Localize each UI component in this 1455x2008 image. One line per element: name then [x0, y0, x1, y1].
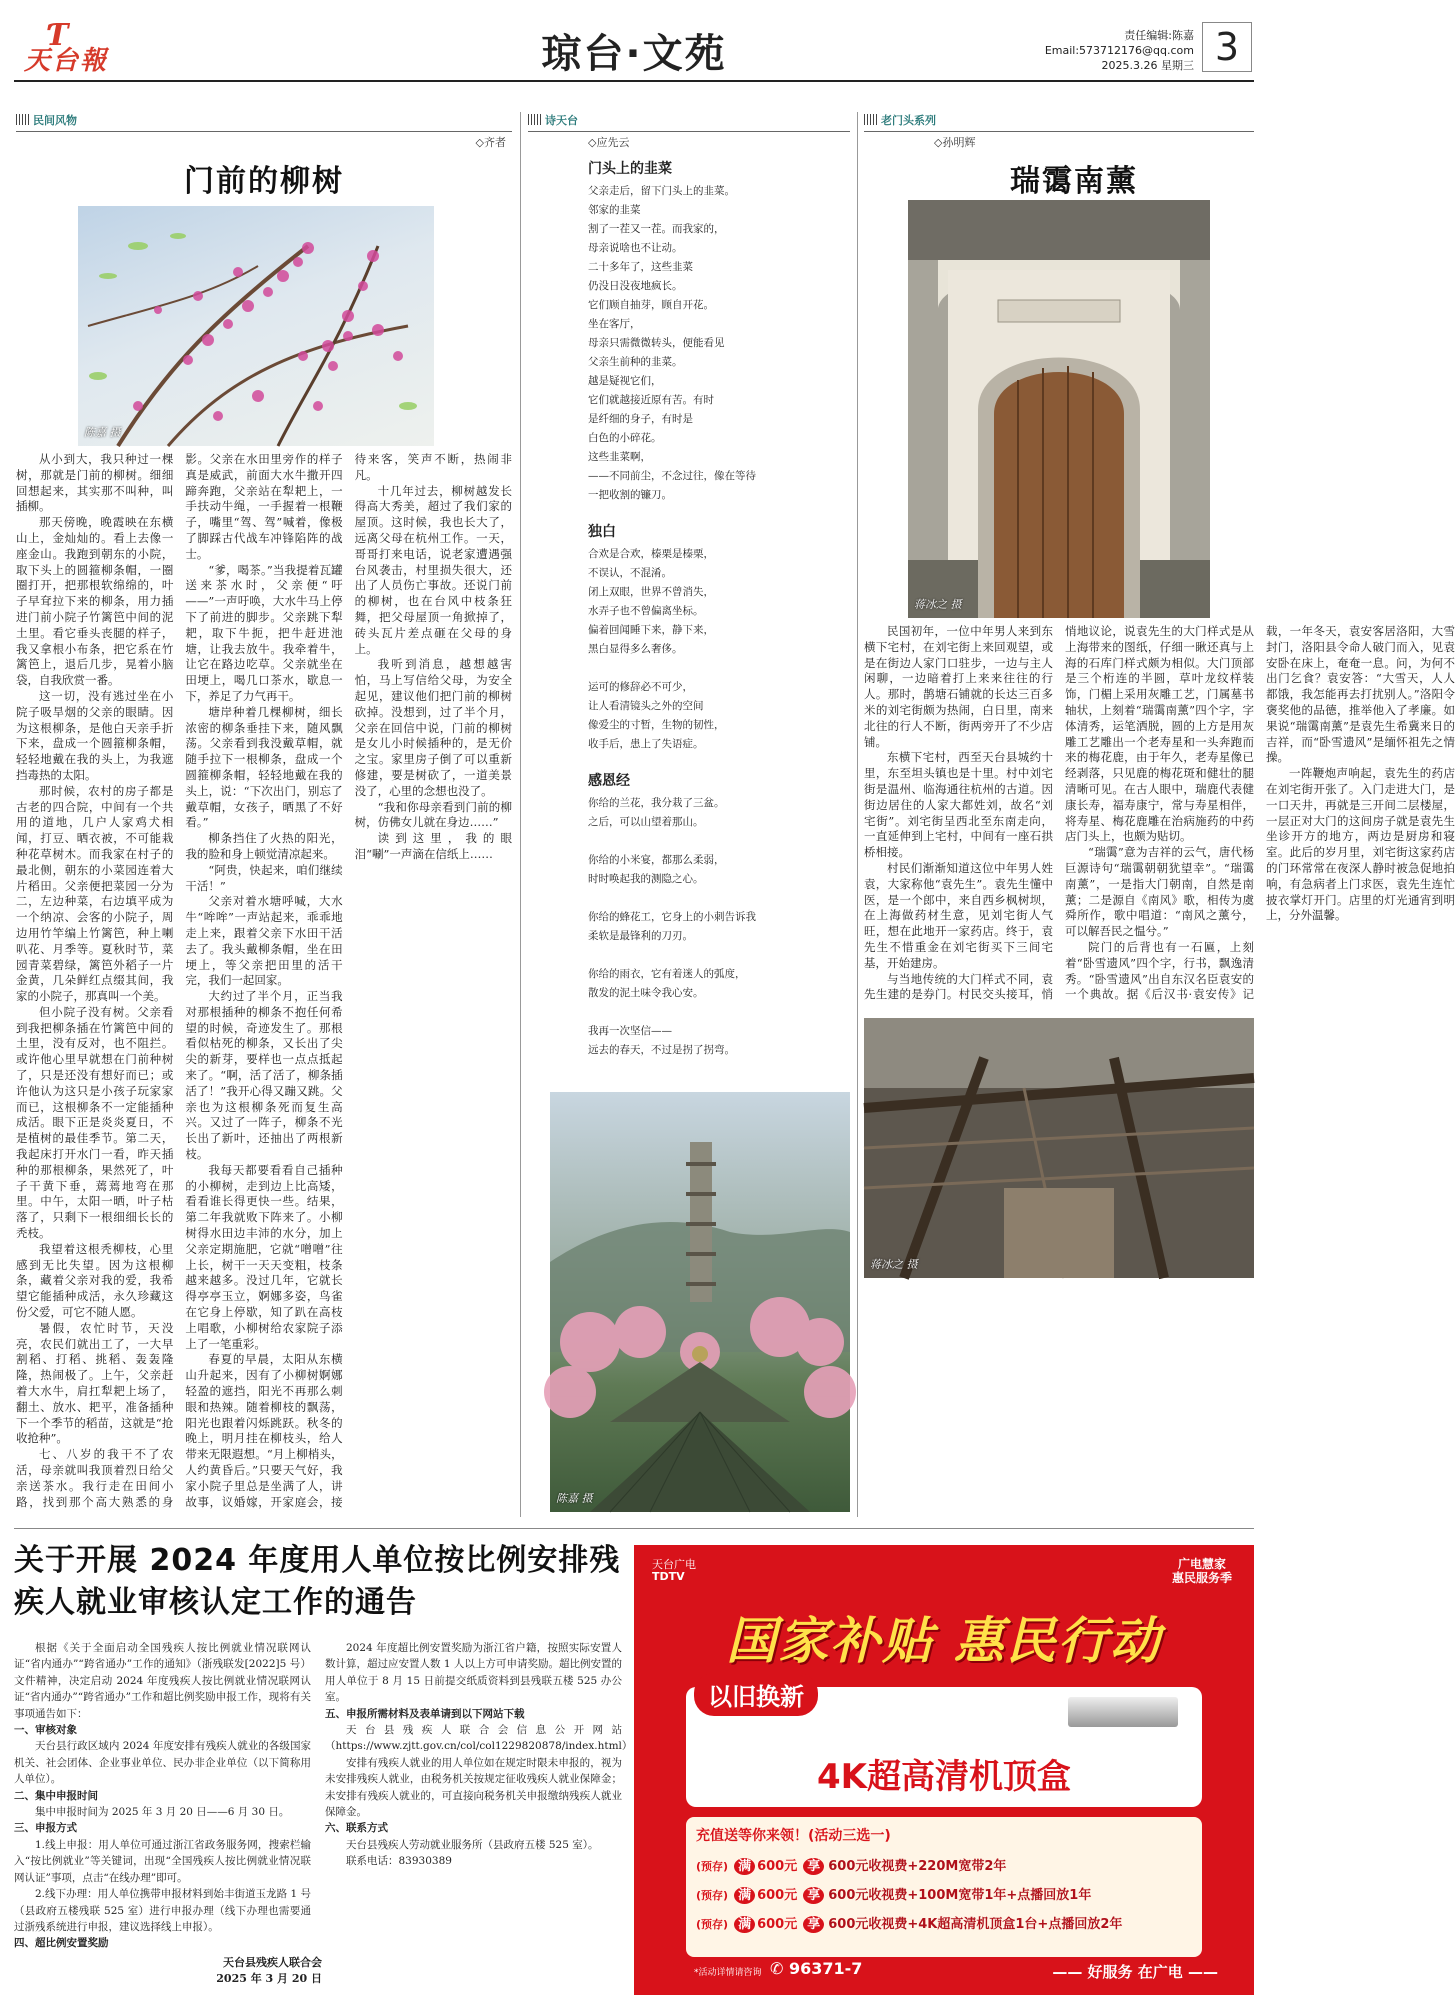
arched-doorway-icon [908, 200, 1210, 618]
poems [588, 156, 846, 1056]
poem-line: 你给的雨衣，它有着迷人的弧度， [588, 968, 746, 980]
ad-badge: 以旧换新 [694, 1673, 818, 1716]
ad-offer-row: (预存) 满 600元 享 600元收视费+100M宽带1年+点播回放1年 [696, 1888, 1092, 1903]
editor-name: 责任编辑:陈嘉 [1124, 29, 1194, 42]
poem-line: 二十多年了，这些韭菜 [588, 261, 693, 273]
notice-body [14, 1640, 633, 1970]
poem-line: 邻家的韭菜 [588, 204, 641, 216]
section-tag: 民间风物 [16, 112, 512, 132]
paragraph: 与当地传统的大门样式不同，袁先生建的是券门。村民交头接耳，悄悄地议论，说袁先生的大门样式是从上海带来的图纸，仔细一瞅还真与上海的石库门样式颇为相似。大门顶部是三个桁连的半圆，草叶龙纹样装饰，门楣上采用灰雕工艺，门属墓书轴状，上刻着“瑞霭南薰”四个字，字体清秀，运笔洒脱，圆的上方是用灰雕工艺雕出一个老寿星和一头奔跑而来的梅花鹿，由于年久，老寿星像已经剥落，只见鹿的梅花斑和健壮的腿清晰可见。在古人眼中，瑞鹿代表健康长寿，福寿康宁，常与寿星相伴，将寿星、梅花鹿雕在治病施药的中药店门头上，也颇为贴切。 [864, 624, 1254, 1002]
ad-brand: 天台广电 TDTV [652, 1558, 696, 1583]
ad-offer-list [696, 1855, 1192, 1932]
editor-info [1045, 28, 1194, 73]
article-title: 门前的柳树 [184, 164, 344, 199]
poem-line [588, 659, 846, 678]
notice-heading: 五、申报所需材料及表单请到以下网站下载 [325, 1707, 525, 1720]
page-number: 3 [1202, 22, 1252, 72]
page-title: 琼台·文苑 [541, 31, 727, 77]
logo-text: 天台報 [24, 46, 109, 76]
ad-footer: —— 好服务 在广电 —— [1052, 1963, 1218, 1981]
paragraph: 春夏的早晨，太阳从东横山升起来，因有了小柳树婀娜轻盈的遮挡，阳光不再那么刺眼和热辣。随着柳枝的飘荡，阳光也跟着闪烁跳跃。秋冬的晚上，明月挂在柳枝头，给人带来无限遐想。“月上柳梢头，人约黄昏后。”只要天气好，我家小院子里总是坐满了人，讲故事，议婚嫁，开家庭会，接待来客，笑声不断，热闹非凡。 [185, 452, 512, 1509]
notice-paragraph: 根据《关于全面启动全国残疾人按比例就业情况联网认证“省内通办”“跨省通办”工作的通知》（浙残联发[2022]5 号）文件精神，决定启动 2024 年度残疾人按比例就业情况联网认证“省内通办”“跨省通办”工作和超比例奖励申报工作，现将有关事项通告如下： [14, 1642, 311, 1720]
tdtv-advertisement [634, 1545, 1254, 1995]
ad-offer-row: (预存) 满 600元 享 600元收视费+4K超高清机顶盒1台+点播回放2年 [696, 1917, 1123, 1932]
notice-paragraph: 2024 年度超比例安置奖励为浙江省户籍，按照实际安置人数计算，超过应安置人数 1 人以上方可申请奖励。超比例安置的用人单位于 8 月 15 日前提交纸质资料到县残联五楼 525 办公室。 [325, 1642, 622, 1704]
poem-line [588, 1003, 846, 1022]
section-bars-icon [16, 114, 30, 125]
set-top-box-icon [1068, 1697, 1178, 1727]
paragraph: “我和你母亲看到门前的柳树，仿佛女儿就在身边……” [354, 799, 512, 830]
section-bars-icon [864, 114, 878, 125]
poem-line: 一把收割的镰刀。 [588, 489, 672, 501]
poem-line: 黑白显得多么奢侈。 [588, 643, 683, 655]
poem-line: 父亲走后，留下门头上的韭菜。 [588, 185, 735, 197]
photo-caption: 陈嘉 摄 [84, 426, 121, 439]
paragraph: 民国初年，一位中年男人来到东横下宅村，在刘宅街上来回观望，或是在街边人家门口驻步，一边与主人闲聊，一边暗着打上来来往往的行人。那时，鹊塘石铺就的长达三百多米的刘宅街颇为热闹，白日里，南来北往的行人不断，街两旁开了不少店铺。 [864, 624, 1053, 749]
poem-line: 是纤细的身子，有时是 [588, 413, 693, 425]
notice-signature [216, 1955, 322, 1987]
paragraph: 村民们渐渐知道这位中年男人姓袁，大家称他“袁先生”。袁先生懂中医，是一个郎中，来自西乡枫树坝，在上海做药材生意，见刘宅街人气旺，想在此地开一家药店。终于，袁先生不惜重金在刘宅街买下三间宅基，开始建房。 [864, 860, 1053, 970]
poem-author: ◇应先云 [588, 136, 630, 149]
notice-paragraph: 联系电话：83930389 [346, 1855, 452, 1868]
poem-line: 闭上双眼，世界不曾消失， [588, 586, 714, 598]
poem-line: 这些韭菜啊， [588, 451, 651, 463]
public-notice [14, 1540, 633, 1995]
notice-paragraph: 1.线上申报：用人单位可通过浙江省政务服务网，搜索栏输入“按比例就业”等关键词，出现“全国残疾人按比例就业情况联网认证”事项，点击“在线办理”即可。 [14, 1838, 311, 1884]
paragraph: 但小院子没有树。父亲看到我把柳条插在竹篱笆中间的土里，没有反对，也不阻拦。或许他心里早就想在门前种树了，只是还没有想好而已；或许他认为这只是小孩子玩家家而已，这根柳条不一定能插种成活。眼下正是炎炎夏日，不是植树的最佳季节。第二天，我起床打开水门一看，昨天插种的那根柳条，果然死了，叶子干黄下垂，蔫蔫地弯在那里。中午，太阳一晒，叶子枯落了，只剩下一根细细长长的秃枝。 [16, 1004, 174, 1241]
paragraph: 东横下宅村，西至天台县城约十里，东至坦头镇也是十里。村中刘宅街是温州、临海通往杭州的古道。因街边居住的人家大都姓刘，故名“刘宅街”。刘宅街呈西北至东南走向，一直延伸到上宅村，中间有一座石拱桥相接。 [864, 750, 1053, 860]
paragraph: “阿贵，快起来，咱们继续干活！” [185, 862, 343, 893]
notice-sign-org: 天台县残疾人联合会 [223, 1956, 322, 1969]
logo-mark-icon: Ƭ [46, 18, 69, 53]
poetry-column [528, 112, 850, 1517]
paragraph: “爹，喝茶。”当我提着瓦罐送来茶水时，父亲便“吁——”一声吁唤，大水牛马上停下了前进的脚步。父亲跳下犁耙，取下牛扼，把牛赶进池塘，让我去放牛。我牵着牛，让它在路边吃草。父亲就坐在田埂上，喝几口茶水，歇息一下，养足了力气再干。 [185, 562, 343, 703]
notice-heading: 一、审核对象 [14, 1724, 77, 1737]
poem-line: 像爱尘的寸暂，生物的韧性， [588, 719, 725, 731]
old-gate-photo [908, 200, 1210, 618]
poem-line: 水弄子也不曾偏离坐标。 [588, 605, 704, 617]
paragraph: 暑假，农忙时节，天没亮，农民们就出工了，一大早割稻、打稻、挑稻、轰轰隆隆，热闹极了。上午，父亲赶着大水牛，肩扛犁耙上场了，翻土、放水、耙平，准备插种下一个季节的稻苗，这就是“抢收抢种”。 [16, 1320, 174, 1446]
ad-offer-panel [686, 1817, 1202, 1957]
ad-product-panel [686, 1683, 1202, 1807]
article-column-1 [16, 112, 512, 1517]
poem-line: 你给的兰花，我分栽了三盆。 [588, 797, 725, 809]
paragraph: 柳条挡住了火热的阳光，我的脸和身上顿觉清凉起来。 [185, 831, 343, 861]
paragraph: 读到这里，我的眼泪“唰”一声滴在信纸上…… [354, 831, 512, 861]
notice-heading: 三、申报方式 [14, 1822, 77, 1835]
poem-line: 父亲生前种的韭菜。 [588, 356, 683, 368]
poem-line: 越是疑视它们， [588, 375, 662, 387]
article-author: ◇齐者 [475, 136, 506, 149]
poem-line [588, 946, 846, 965]
paragraph: 我听到消息，越想越害怕，马上写信给父母，为安全起见，建议他们把门前的柳树砍掉。没想到，过了半个月，父亲在回信中说，门前的柳树是女儿小时候插种的，是无价之宝。家里房子倒了可以重新修建，要是树砍了，一道美景没了，心里的念想也没了。 [354, 657, 512, 798]
poem-line: 母亲说啥也不让动。 [588, 242, 683, 254]
poem-line [588, 832, 846, 851]
blossom-branches-icon [78, 206, 434, 446]
article-title: 瑞霭南薰 [1010, 164, 1138, 199]
poem-line: 运可的修辞必不可少， [588, 681, 693, 693]
ad-slogan: 广电慧家 惠民服务季 [1171, 1557, 1232, 1585]
poem-line: 仍没日没夜地疯长。 [588, 280, 683, 292]
section-bars-icon [528, 114, 542, 125]
poem-line: 让人看清镜头之外的空间 [588, 700, 704, 712]
poem-line: 之后，可以山望着那山。 [588, 816, 704, 828]
paragraph: 一阵鞭炮声响起，袁先生的药店在刘宅街开张了。入门走进大门，是一口天井，再就是三开间二层楼屋，一层正对大门的这间房子就是袁先生坐诊开方的地方，两边是厨房和寝室。此后的岁月里，刘宅街这家药店的门环常常在夜深人静时被急促地拍响，有急病者上门求医，袁先生连忙披衣掌灯开门。店里的灯光通宵到明上，分外温馨。 [1266, 766, 1455, 923]
paragraph: 院门的后背也有一石匾，上刻着“卧雪遗风”四个字，行书，飘逸清秀。“卧雪遗风”出自东汉名臣袁安的一个典故。据《后汉书·袁安传》记载，一年冬天，袁安客居洛阳，大雪封门，洛阳县令命人破门而入，见袁安卧在床上，奄奄一息。问，为何不出门乞食？袁安答：“大雪天，人人都饿，我怎能再去打扰别人。”洛阳令褒奖他的品德，推举他入了孝廉。如果说“瑞霭南薰”是袁先生希冀来日的吉祥，而“卧雪遗风”是缅怀祖先之情操。 [1065, 624, 1455, 1002]
poem-line: 我再一次坚信—— [588, 1025, 672, 1037]
paragraph: 大约过了半个月，正当我对那根插种的柳条不抱任何希望的时候，奇迹发生了。那根看似枯死的柳条，又长出了尖尖的新芽，要样也一点点抵起来了。“啊，活了活了，柳条插活了！”我开心得又蹦又跳。父亲也为这根柳条死而复生高兴。又过了一阵子，柳条不光长出了新叶，还抽出了两根新枝。 [185, 989, 343, 1162]
ad-product: 4K超高清机顶盒 [816, 1757, 1071, 1797]
article-body [16, 452, 512, 1512]
poem-line: 白色的小碎花。 [588, 432, 662, 444]
section-tag: 老门头系列 [864, 112, 1254, 132]
ad-offer-title: 充值送等你来领！(活动三选一) [696, 1828, 891, 1844]
ad-offer-row: (预存) 满 600元 享 600元收视费+220M宽带2年 [696, 1859, 1007, 1874]
poem-line: 收手后，患上了失语症。 [588, 738, 704, 750]
poem-line: 它们就越接近原有苦。有时 [588, 394, 714, 406]
poem-line: 你给的小米宴，都那么柔弱， [588, 854, 725, 866]
poem-line: 母亲只需微微转头，便能看见 [588, 337, 725, 349]
willow-blossom-photo [78, 206, 434, 446]
header-rule [14, 80, 1254, 82]
poem-line: 你给的蜂花工，它身上的小刺告诉我 [588, 911, 756, 923]
ad-headline: 国家补贴 惠民行动 [726, 1612, 1162, 1670]
poem-line: 合欢是合欢，榛栗是榛栗， [588, 548, 714, 560]
article-body [864, 624, 1455, 1012]
column-divider [857, 112, 858, 1517]
poem-line: 散发的泥土味令我心安。 [588, 987, 704, 999]
issue-date: 2025.3.26 星期三 [1101, 59, 1194, 72]
photo-caption: 蒋冰之 摄 [914, 598, 962, 611]
notice-heading: 二、集中申报时间 [14, 1789, 98, 1802]
paragraph: 父亲对着水塘呼喊，大水牛“哞哞”一声站起来，乖乖地走上来，跟着父亲下水田干活去了。我头戴柳条帽，坐在田埂上，等父亲把田里的活干完，我们一起回家。 [185, 894, 343, 988]
pagoda-photo [550, 1092, 850, 1512]
photo-caption: 陈嘉 摄 [556, 1492, 593, 1505]
paragraph: 那时候，农村的房子都是古老的四合院，中间有一个共用的道地，几户人家鸡犬相闻，打豆、晒衣被，不可能栽种花草树木。而我家在村子的最北侧，朝东的小菜园连着大片稻田。父亲便把菜园一分为二，左边种菜，右边填平成为一个纳凉、会客的小院子，周边用竹竿编上竹篱笆，种上喇叭花、月季等。夏秋时节，菜园青菜碧绿，篱笆外稻子一片金黄，几朵鲜红点缀其间，我家的小院子，那真叫一个美。 [16, 783, 174, 1004]
paragraph: 那天傍晚，晚霞映在东横山上，金灿灿的。看上去像一座金山。我跑到朝东的小院，取下头上的圆箍柳条帽，一圈圈打开，把那根软绵绵的，叶子早耷拉下来的柳条，用力插进门前小院子竹篱笆中间的泥土里。看它垂头丧腿的样子，我又拿根小布条，把它系在竹篱笆上，退后几步，晃着小脑袋，自我欣赏一番。 [16, 515, 174, 688]
pagoda-icon [550, 1092, 850, 1512]
paragraph: “瑞霭”意为吉祥的云气，唐代杨巨源诗句“瑞霭朝朝犹望幸”。“瑞霭南薰”，一是指大门朝南，自然是南薰；二是源自《南风》歌，相传为虞舜所作，歌中唱道：“南风之薰兮，可以解吾民之愠兮。” [1065, 845, 1254, 939]
paragraph: 十几年过去，柳树越发长得高大秀美，超过了我们家的屋顶。这时候，我也长大了，远离父母在杭州工作。一天，哥哥打来电话，说老家遭遇强台风袭击，村里损失很大，还出了人员伤亡事故。还说门前的柳树，也在台风中枝条狂舞，把父母屋顶一角掀掉了，砖头瓦片差点砸在父母的身上。 [354, 483, 512, 656]
paragraph: 七、八岁的我干不了农活，母亲就叫我顶着烈日给父亲送茶水。我行走在田间小路，找到那个高大熟悉的身影。父亲在水田里旁作的样子真是威武，前面大水牛撒开四蹄奔跑，父亲站在犁耙上，一手扶动牛绳，一手握着一根鞭子，嘴里“驾、驾”喊着，像极了脚踩古代战车冲锋陷阵的战士。 [16, 452, 343, 1509]
photo-caption: 蒋冰之 摄 [870, 1258, 918, 1271]
column-divider [520, 112, 521, 1517]
paragraph: 这一切，没有逃过坐在小院子吸旱烟的父亲的眼睛。因为这根柳条，是他白天亲手折下来，盘成一个圆箍柳条帽，轻轻地戴在我的头上，为我遮挡毒热的太阳。 [16, 688, 174, 782]
notice-paragraph: 天台县残疾人劳动就业服务所（县政府五楼 525 室）。 [346, 1838, 599, 1851]
ad-hotline: ✆ 96371-7 [770, 1959, 863, 1978]
poem-line: 柔软是最锋利的刀刃。 [588, 930, 693, 942]
article-author: ◇孙明辉 [934, 136, 976, 149]
notice-title: 关于开展 2024 年度用人单位按比例安排残疾人就业审核认定工作的通告 [14, 1543, 621, 1620]
editor-email: Email:573712176@qq.com [1044, 44, 1194, 57]
notice-heading: 六、联系方式 [325, 1822, 388, 1835]
paragraph: 从小到大，我只种过一棵树，那就是门前的柳树。细细回想起来，其实那不叫种，叫插柳。 [16, 452, 174, 514]
ad-note: *活动详情请咨询 [694, 1968, 762, 1978]
notice-sign-date: 2025 年 3 月 20 日 [216, 1972, 322, 1985]
poem-line: 偏着回闻睡下来，静下来， [588, 624, 714, 636]
notice-paragraph: 集中申报时间为 2025 年 3 月 20 日——6 月 30 日。 [35, 1806, 290, 1819]
paragraph: 我每天都要看看自己插种的小柳树，走到边上比高矮，看看谁长得更快一些。结果，第二年我就败下阵来了。小柳树得水田边丰沛的水分，加上父亲定期施肥，它就“噌噌”往上长，树干一天天变粗，枝条越来越多。没过几年，它就长得亭亭玉立，婀娜多姿，鸟雀在它身上停歇，知了趴在高枝上唱歌，小柳树给农家院子添上了一笔重彩。 [185, 1162, 343, 1351]
phone-icon: ✆ [770, 1959, 789, 1978]
poem-title: 门头上的韭菜 [588, 161, 672, 177]
notice-heading: 四、超比例安置奖励 [14, 1937, 109, 1950]
poem-title: 感恩经 [588, 773, 630, 789]
poem-line: 坐在客厅， [588, 318, 641, 330]
roof-beams-icon [864, 1018, 1254, 1278]
section-tag: 诗天台 [528, 112, 850, 132]
poem-line: 不误认，不混淆。 [588, 567, 672, 579]
section-rule [14, 1528, 1254, 1529]
paragraph: 我望着这根秃柳枝，心里感到无比失望。因为这根柳条，藏着父亲对我的爱，我希望它能插种成活，永久珍藏这份父爱，可它不随人愿。 [16, 1241, 174, 1320]
poem-line: 远去的春天，不过是拐了拐弯。 [588, 1044, 735, 1056]
old-beams-photo [864, 1018, 1254, 1278]
poem-line: 割了一茬又一茬。而我家的， [588, 223, 725, 235]
poem-title: 独白 [588, 524, 616, 540]
poem-line: 时时唤起我的测隐之心。 [588, 873, 704, 885]
notice-paragraph: 天台县残疾人联合会信息公开网站（https://www.zjtt.gov.cn/col/col1229820878/index.html） [325, 1724, 633, 1753]
poem-line: 它们顾自抽芽，顾自开花。 [588, 299, 714, 311]
poem-line [588, 889, 846, 908]
article-column-3 [864, 112, 1455, 1517]
paragraph: 塘岸种着几棵柳树，细长浓密的柳条垂挂下来，随风飘荡。父亲看到我没戴草帽，就随手拉下一根柳条，盘成一个圆箍柳条帽，轻轻地戴在我的头上，说：“下次出门，别忘了戴草帽，女孩子，晒黑了不好看。” [185, 704, 343, 830]
notice-paragraph: 天台县行政区域内 2024 年度安排有残疾人就业的各级国家机关、社会团体、企业事业单位、民办非企业单位（以下简称用人单位）。 [14, 1740, 311, 1786]
notice-paragraph: 2.线下办理：用人单位携带申报材料到始丰街道玉龙路 1 号（县政府五楼残联 525 室）进行申报办理（线下办理也需要通过浙残系统进行申报，建议选择线上申报）。 [14, 1888, 311, 1933]
notice-paragraph: 安排有残疾人就业的用人单位如在规定时限未申报的，视为未安排残疾人就业，由税务机关按规定征收残疾人就业保障金；未安排有残疾人就业的，可直接向税务机关申报缴纳残疾人就业保障金。 [325, 1756, 622, 1819]
poem-line: ——不同前尘，不念过往，像在等待 [588, 470, 756, 482]
